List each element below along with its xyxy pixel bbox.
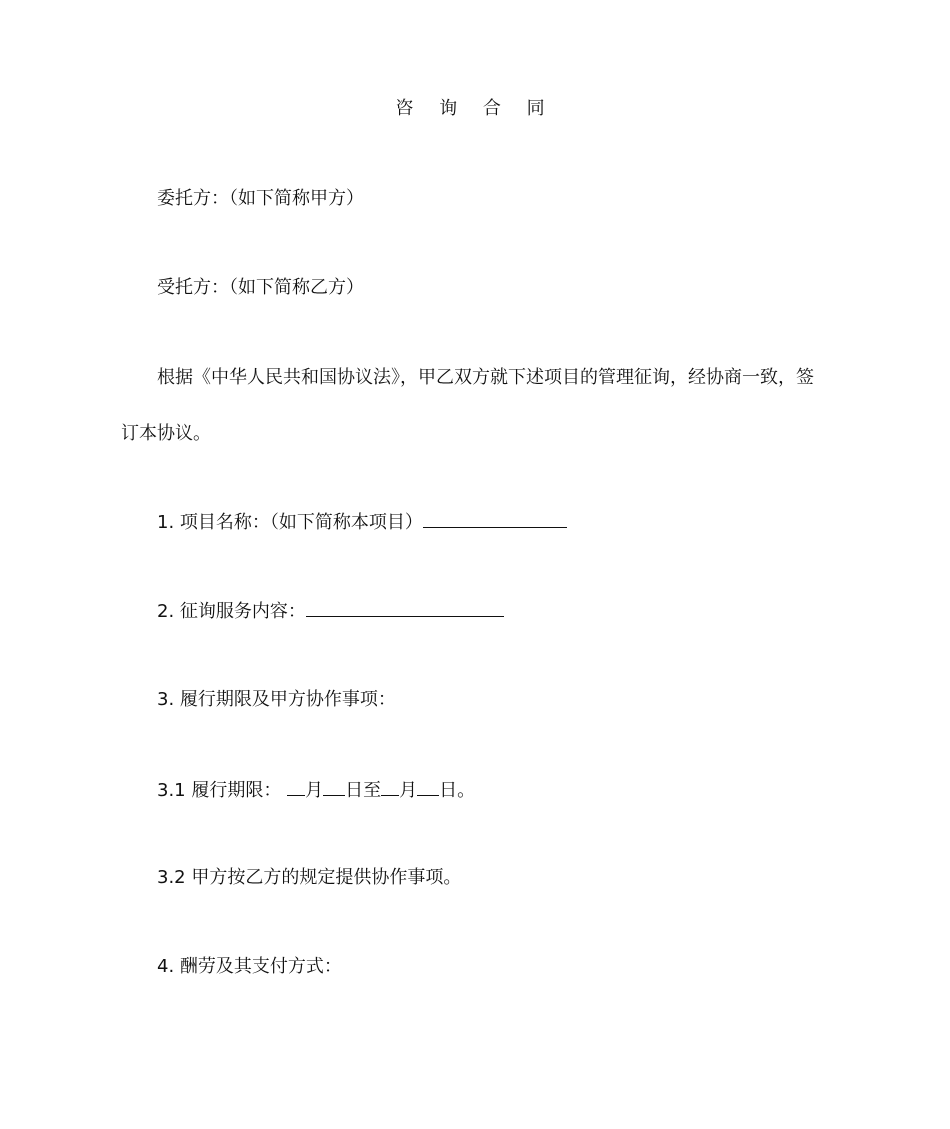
item3-term-and-cooperation: 3. 履行期限及甲方协作事项： bbox=[157, 689, 396, 710]
start-day-text: 日至 bbox=[345, 780, 382, 801]
start-month-blank[interactable] bbox=[287, 777, 305, 796]
item3-1-label: 3.1 履行期限： bbox=[157, 780, 288, 801]
end-month-blank[interactable] bbox=[381, 777, 399, 796]
item2-service-content bbox=[157, 598, 504, 624]
start-month-text: 月 bbox=[305, 780, 324, 801]
intro-paragraph-line1: 根据《中华人民共和国协议法》，甲乙双方就下述项目的管理征询，经协商一致，签 bbox=[157, 367, 814, 388]
item3-2-cooperation: 3.2 甲方按乙方的规定提供协作事项。 bbox=[157, 867, 462, 888]
project-name-blank[interactable] bbox=[423, 509, 567, 528]
item1-label: 1. 项目名称：（如下简称本项目） bbox=[157, 512, 423, 533]
document-title: 咨 询 合 同 bbox=[395, 98, 555, 119]
end-month-text: 月 bbox=[399, 780, 418, 801]
client-line: 委托方：（如下简称甲方） bbox=[157, 188, 364, 209]
intro-paragraph-line2: 订本协议。 bbox=[121, 423, 211, 444]
item3-1-term bbox=[157, 777, 475, 803]
item1-project-name bbox=[157, 509, 567, 535]
contractor-line: 受托方：（如下简称乙方） bbox=[157, 277, 364, 298]
end-day-blank[interactable] bbox=[417, 777, 439, 796]
item2-label: 2. 征询服务内容： bbox=[157, 601, 306, 622]
start-day-blank[interactable] bbox=[323, 777, 345, 796]
end-day-text: 日。 bbox=[439, 780, 476, 801]
item4-payment: 4. 酬劳及其支付方式： bbox=[157, 956, 342, 977]
service-content-blank[interactable] bbox=[306, 598, 504, 617]
